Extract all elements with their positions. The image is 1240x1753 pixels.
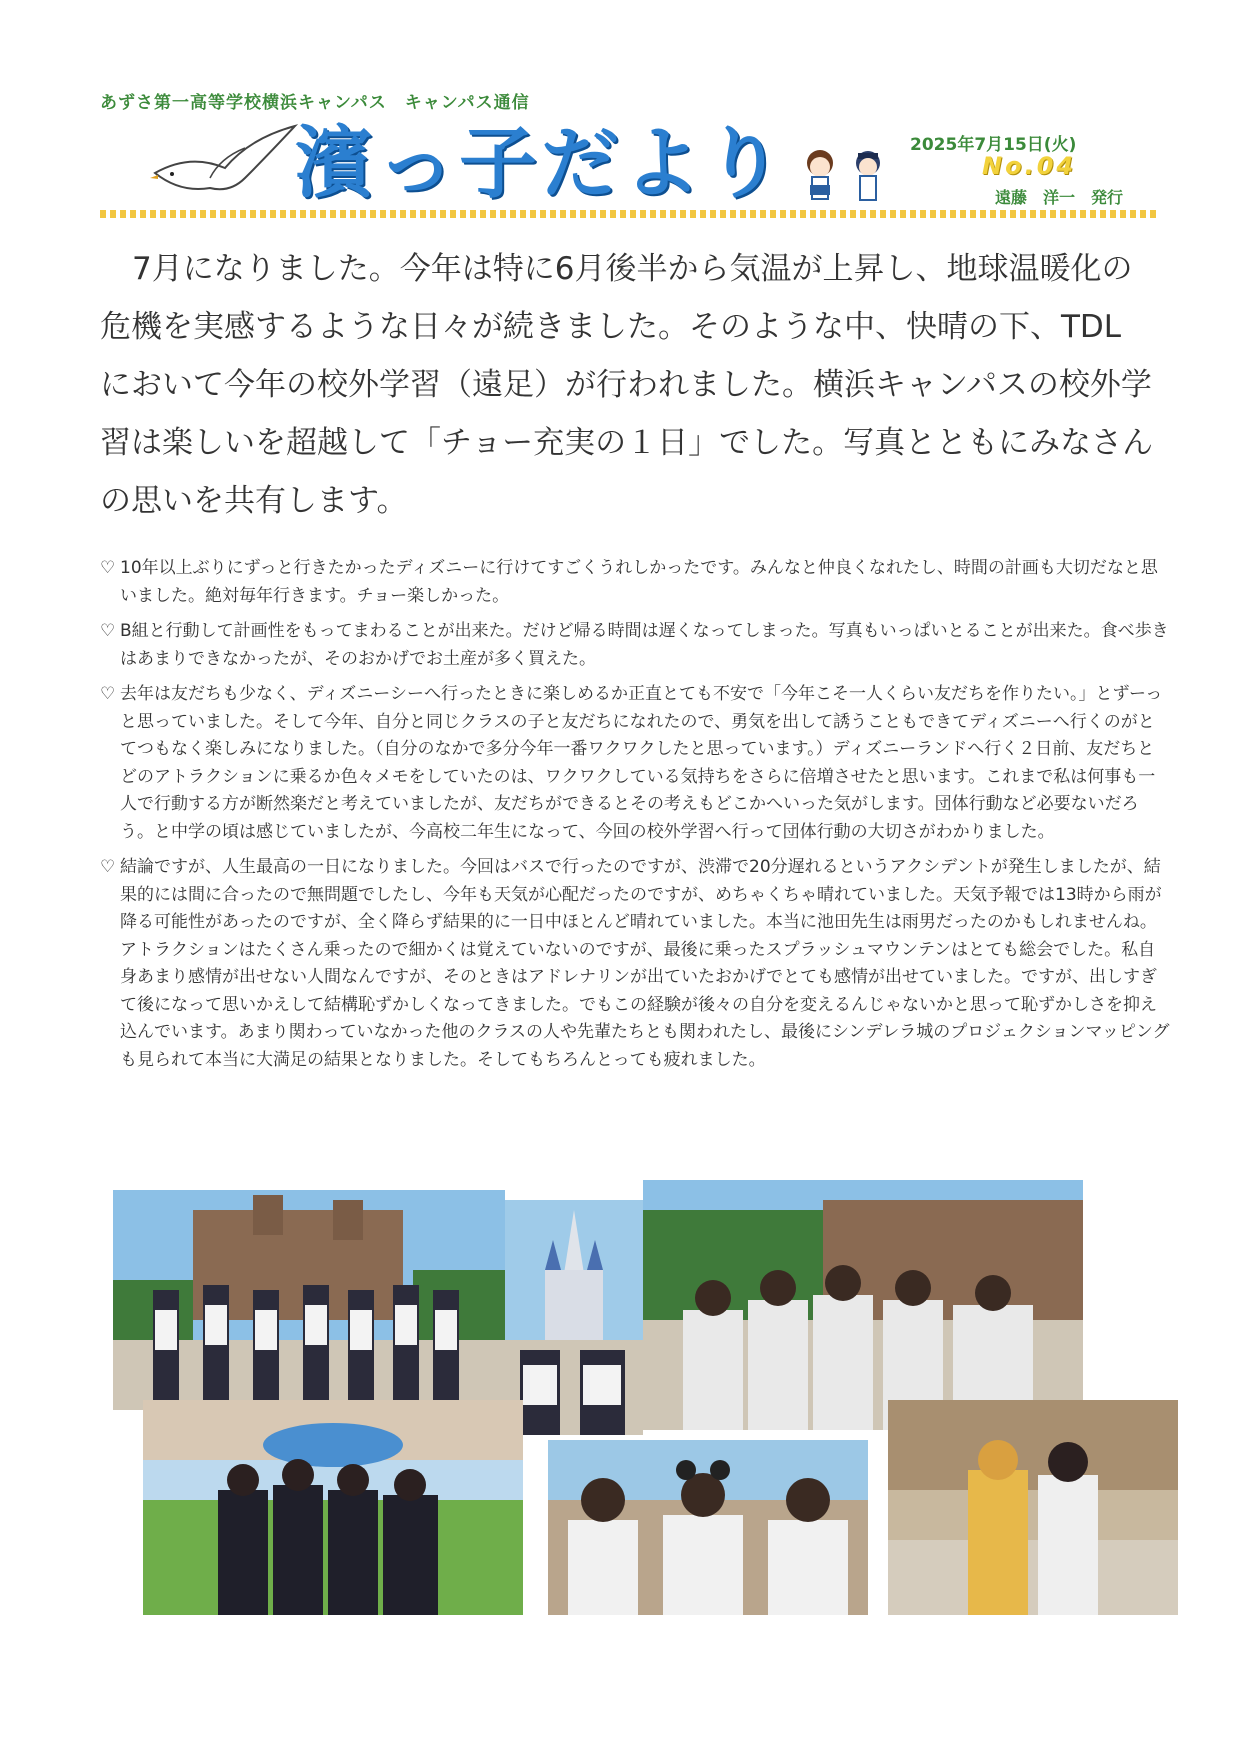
photo-group-fountain bbox=[143, 1400, 523, 1615]
comment-item bbox=[100, 854, 1170, 1074]
issue-date: 2025年7月15日(火) bbox=[910, 135, 1077, 155]
comment-text: 去年は友だちも少なく、ディズニーシーへ行ったときに楽しめるか正直とても不安で「今年こそ一人くらい友だちを作りたい。」とずーっと思っていました。そして今年、自分と同じクラスの子と友だちになれたので、勇気を出して誘うこともできてディズニーへ行くのがとてつもなく楽しみになりました。（自分のなかで多分今年一番ワクワクしたと思っています。）ディズニーランドへ行く２日前、友だちとどのアトラクションに乗るか色々メモをしていたのは、ワクワクしている気持ちをさらに倍増させたと思います。これまで私は何事も一人で行動する方が断然楽だと考えていましたが、友だちができるとその考えもどこかへいった気がします。団体行動など必要ないだろう。と中学の頃は感じていましたが、今高校二年生になって、今回の校外学習へ行って団体行動の大切さがわかりました。 bbox=[120, 684, 1163, 842]
heart-icon: ♡ bbox=[100, 558, 116, 578]
student-comments bbox=[100, 555, 1170, 1082]
photo-group-minnie-ears bbox=[548, 1440, 868, 1615]
comment-text: 10年以上ぶりにずっと行きたかったディズニーに行けてすごくうれしかったです。みんなと仲良くなれたし、時間の計画も大切だなと思いました。絶対毎年行きます。チョー楽しかった。 bbox=[120, 558, 1158, 606]
intro-text: 7月になりました。今年は特に6月後半から気温が上昇し、地球温暖化の危機を実感するような日々が続きました。そのような中、快晴の下、TDL において今年の校外学習（遠足）が行われました。横浜キャンパスの校外学習は楽しいを超越して「チョー充実の１日」でした。写真とともにみなさんの思いを共有します。 bbox=[100, 251, 1154, 519]
newsletter-title: 濱っ子だより bbox=[295, 119, 788, 209]
comment-text: 結論ですが、人生最高の一日になりました。今回はバスで行ったのですが、渋滞で20分遅れるというアクシデントが発生しましたが、結果的には間に合ったので無問題でしたし、今年も天気が心配だったのですが、めちゃくちゃ晴れていました。天気予報では13時から雨が降る可能性があったのですが、全く降らず結果的に一日中ほとんど晴れていました。本当に池田先生は雨男だったのかもしれませんね。アトラクションはたくさん乗ったので細かくは覚えていないのですが、最後に乗ったスプラッシュマウンテンはとても総会でした。私自身あまり感情が出せない人間なんですが、そのときはアドレナリンが出ていたおかげでとても感情が出せていました。ですが、出しすぎて後になって思いかえして結構恥ずかしくなってきました。でもこの経験が後々の自分を変えるんじゃないかと思って恥ずかしさを抑え込んでいます。あまり関わっていなかった他のクラスの人や先輩たちとも関われたし、最後にシンデレラ城のプロジェクションマッピングも見られて本当に大満足の結果となりました。そしてもちろんとっても疲れました。 bbox=[120, 857, 1170, 1070]
heart-icon: ♡ bbox=[100, 684, 116, 704]
heart-icon: ♡ bbox=[100, 857, 116, 877]
header-divider bbox=[100, 210, 1160, 218]
school-name: あずさ第一高等学校横浜キャンパス キャンパス通信 bbox=[100, 93, 530, 113]
photo-friends-square bbox=[888, 1400, 1178, 1615]
comment-item bbox=[100, 618, 1170, 673]
seagull-illustration bbox=[150, 118, 300, 208]
publisher: 遠藤 洋一 発行 bbox=[995, 188, 1124, 207]
mascot-characters-illustration bbox=[790, 145, 900, 215]
comment-text: B組と行動して計画性をもってまわることが出来た。だけど帰る時間は遅くなってしまった。写真もいっぱいとることが出来た。食べ歩きはあまりできなかったが、そのおかげでお土産が多く買えた。 bbox=[120, 621, 1169, 669]
comment-item bbox=[100, 555, 1170, 610]
heart-icon: ♡ bbox=[100, 621, 116, 641]
intro-paragraph bbox=[100, 240, 1160, 530]
photo-group-castle-1 bbox=[113, 1190, 505, 1410]
issue-number: No.04 bbox=[982, 152, 1077, 180]
photo-cinderella-castle bbox=[505, 1200, 643, 1435]
photo-group-castle-2 bbox=[643, 1180, 1083, 1430]
comment-item bbox=[100, 681, 1170, 846]
